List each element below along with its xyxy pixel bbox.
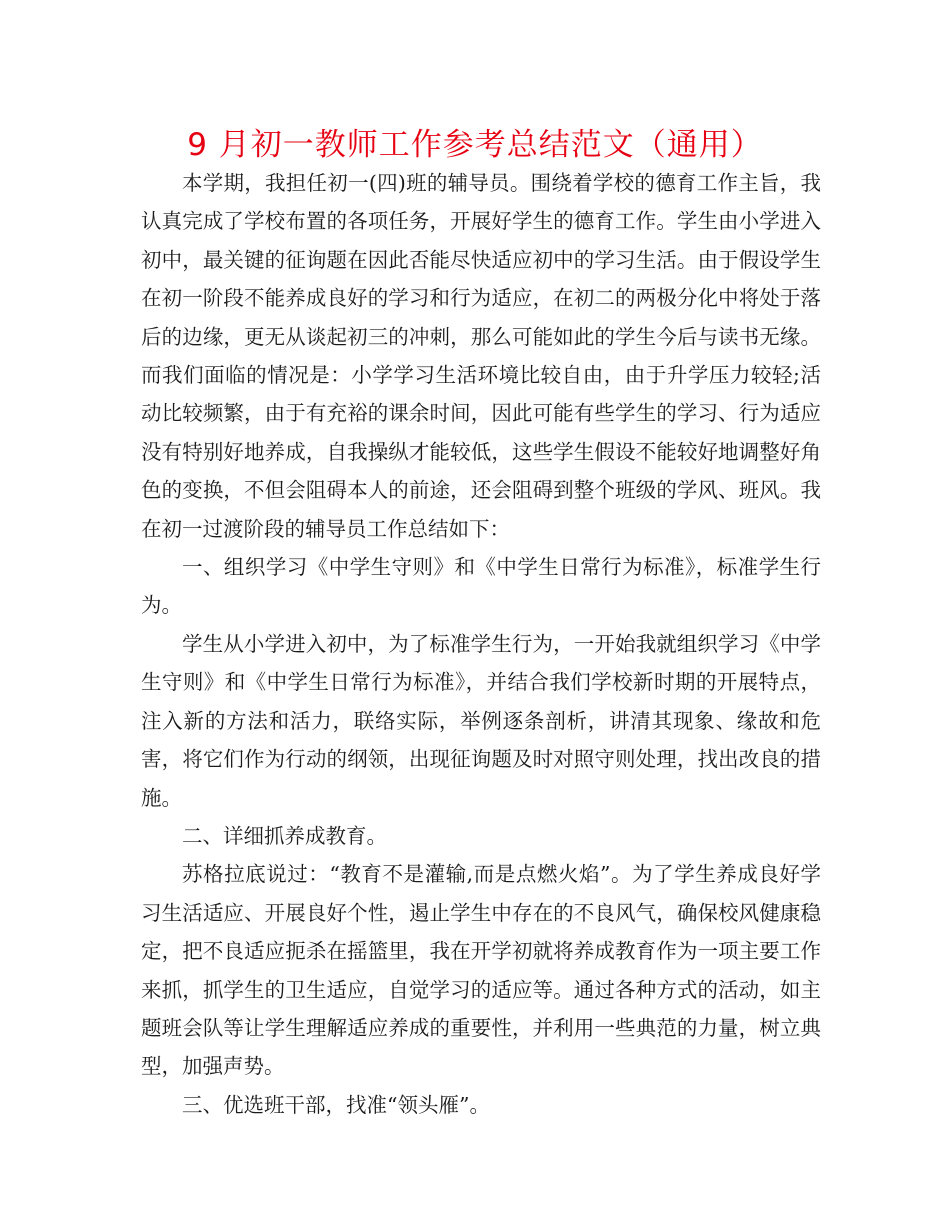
document-title: 9 月初一教师工作参考总结范文（通用） (187, 127, 763, 163)
paragraph-section-2-heading: 二、详细抓养成教育。 (182, 823, 387, 848)
paragraph-section-2-body: 苏格拉底说过：“教育不是灌输,而是点燃火焰”。为了学生养成良好学习生活适应、开展良好个性，遏止学生中存在的不良风气，确保校风健康稳定，把不良适应扼杀在摇篮里，我在开学初就将养成教育作为一项主要工作来抓，抓学生的卫生适应，自觉学习的适应等。通过各种方式的活动，如主题班会队等让学生理解适应养成的重要性，并利用一些典范的力量，树立典型，加强声势。 (141, 862, 821, 1079)
paragraph-section-1-body: 学生从小学进入初中，为了标准学生行为，一开始我就组织学习《中学生守则》和《中学生日常行为标准》，并结合我们学校新时期的开展特点，注入新的方法和活力，联络实际，举例逐条剖析，讲清其现象、缘故和危害，将它们作为行动的纲领，出现征询题及时对照守则处理，找出改良的措施。 (141, 631, 821, 810)
document-body (141, 164, 821, 1124)
paragraph-section-1-heading: 一、组织学习《中学生守则》和《中学生日常行为标准》，标准学生行为。 (141, 555, 821, 618)
paragraph-section-3-heading: 三、优选班干部，找准“领头雁”。 (182, 1092, 490, 1117)
paragraph-intro: 本学期，我担任初一(四)班的辅导员。围绕着学校的德育工作主旨，我认真完成了学校布置的各项任务，开展好学生的德育工作。学生由小学进入初中，最关键的征询题在因此否能尽快适应初中的学习生活。由于假设学生在初一阶段不能养成良好的学习和行为适应，在初二的两极分化中将处于落后的边缘，更无从谈起初三的冲刺，那么可能如此的学生今后与读书无缘。而我们面临的情况是：小学学习生活环境比较自由，由于升学压力较轻;活动比较频繁，由于有充裕的课余时间，因此可能有些学生的学习、行为适应没有特别好地养成，自我操纵才能较低，这些学生假设不能较好地调整好角色的变换，不但会阻碍本人的前途，还会阻碍到整个班级的学风、班风。我在初一过渡阶段的辅导员工作总结如下： (141, 171, 821, 541)
